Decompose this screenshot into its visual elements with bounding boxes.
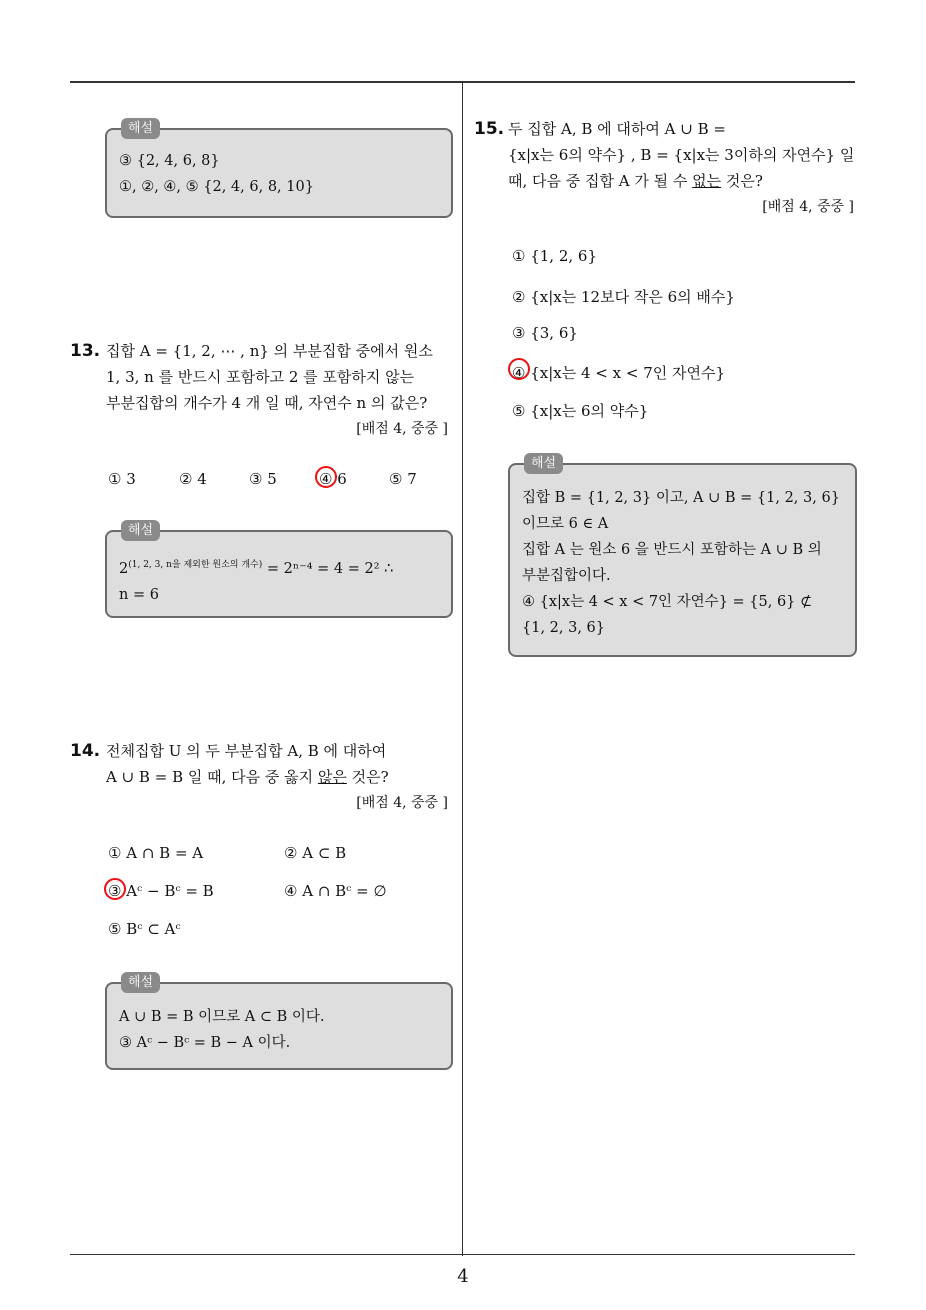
question-text: 두 집합 A, B 에 대하여 A ∪ B = xyxy=(508,120,726,138)
question-text: 부분집합의 개수가 4 개 일 때, 자연수 n 의 값은? xyxy=(106,394,428,412)
column-divider xyxy=(462,83,463,1256)
q14-solution-line: ③ Aᶜ − Bᶜ = B − A 이다. xyxy=(119,1035,291,1051)
q13-choice-1[interactable]: ① 3 xyxy=(108,470,136,488)
question-text: 1, 3, n 를 반드시 포함하고 2 를 포함하지 않는 xyxy=(106,368,415,386)
solution-tag: 해설 xyxy=(121,972,160,993)
question-meta: [배점 4, 중중 ] xyxy=(356,421,448,437)
q15-solution-line: 집합 A 는 원소 6 을 반드시 포함하는 A ∪ B 의 xyxy=(522,542,822,558)
q15-choice-3[interactable]: ③ {3, 6} xyxy=(512,324,578,342)
emphasis-underline: 않은 xyxy=(317,768,347,786)
q14-choice-1[interactable]: ① A ∩ B = A xyxy=(108,844,204,862)
solution-base: 2 xyxy=(119,560,129,577)
q14-question xyxy=(70,738,448,816)
q13-choice-2[interactable]: ② 4 xyxy=(179,470,207,488)
q15-solution-line: {1, 2, 3, 6} xyxy=(522,620,606,636)
emphasis-underline: 없는 xyxy=(692,172,722,190)
q15-choice-2[interactable]: ② {x|x는 12보다 작은 6의 배수} xyxy=(512,288,735,306)
question-number: 14. xyxy=(70,741,101,761)
q14-solution-box xyxy=(105,975,453,1070)
q13-choice-5[interactable]: ⑤ 7 xyxy=(389,470,417,488)
question-text: {x|x는 6의 약수} , B = {x|x는 3이하의 자연수} 일 xyxy=(508,146,855,164)
q14-choice-2[interactable]: ② A ⊂ B xyxy=(284,844,347,862)
q15-choice-5[interactable]: ⑤ {x|x는 6의 약수} xyxy=(512,402,649,420)
bottom-rule xyxy=(70,1254,855,1255)
answer-mark-circle xyxy=(508,358,530,380)
q12-solution-line: ③ {2, 4, 6, 8} xyxy=(119,153,220,169)
answer-mark-circle xyxy=(104,878,126,900)
question-text: 때, 다음 중 집합 A 가 될 수 없는 것은? xyxy=(508,172,763,190)
question-number: 15. xyxy=(474,119,505,139)
q13-question xyxy=(70,338,448,442)
q13-choice-3[interactable]: ③ 5 xyxy=(249,470,277,488)
solution-tag: 해설 xyxy=(524,453,563,474)
question-text: 집합 A = {1, 2, ⋯ , n} 의 부분집합 중에서 원소 xyxy=(106,342,433,360)
q12-solution-line: ①, ②, ④, ⑤ {2, 4, 6, 8, 10} xyxy=(119,179,314,195)
q14-choice-3[interactable]: ③ Aᶜ − Bᶜ = B xyxy=(108,882,214,900)
question-text: A ∪ B = B 일 때, 다음 중 옳지 않은 것은? xyxy=(106,768,389,786)
q15-solution-line: 집합 B = {1, 2, 3} 이고, A ∪ B = {1, 2, 3, 6} xyxy=(522,490,840,506)
q13-solution-line xyxy=(119,552,451,582)
question-meta: [배점 4, 중중 ] xyxy=(762,199,854,215)
q15-choice-1[interactable]: ① {1, 2, 6} xyxy=(512,247,598,265)
q14-choice-5[interactable]: ⑤ Bᶜ ⊂ Aᶜ xyxy=(108,920,181,938)
q14-solution-line: A ∪ B = B 이므로 A ⊂ B 이다. xyxy=(119,1009,325,1025)
solution-rest: = 2ⁿ⁻⁴ = 4 = 2² ∴ xyxy=(262,560,394,577)
question-number: 13. xyxy=(70,341,101,361)
q15-solution-box xyxy=(508,456,857,657)
q15-question xyxy=(474,116,854,220)
q13-solution-line: n = 6 xyxy=(119,586,159,603)
q15-solution-line: ④ {x|x는 4 < x < 7인 자연수} = {5, 6} ⊄ xyxy=(522,594,813,610)
page-number: 4 xyxy=(457,1266,469,1287)
question-meta: [배점 4, 중중 ] xyxy=(356,795,448,811)
q13-choice-4[interactable]: ④ 6 xyxy=(319,470,347,488)
q15-solution-line: 부분집합이다. xyxy=(522,568,611,584)
q13-solution-box xyxy=(105,523,453,618)
q14-choice-4[interactable]: ④ A ∩ Bᶜ = ∅ xyxy=(284,882,387,900)
answer-mark-circle xyxy=(315,466,337,488)
q15-solution-line: 이므로 6 ∈ A xyxy=(522,516,609,532)
solution-exponent: (1, 2, 3, n을 제외한 원소의 개수) xyxy=(128,560,263,570)
question-text: 전체집합 U 의 두 부분집합 A, B 에 대하여 xyxy=(106,742,387,760)
q12-solution-box xyxy=(105,121,453,218)
solution-tag: 해설 xyxy=(121,118,160,139)
q15-choice-4[interactable]: ④ {x|x는 4 < x < 7인 자연수} xyxy=(512,364,726,382)
solution-tag: 해설 xyxy=(121,520,160,541)
